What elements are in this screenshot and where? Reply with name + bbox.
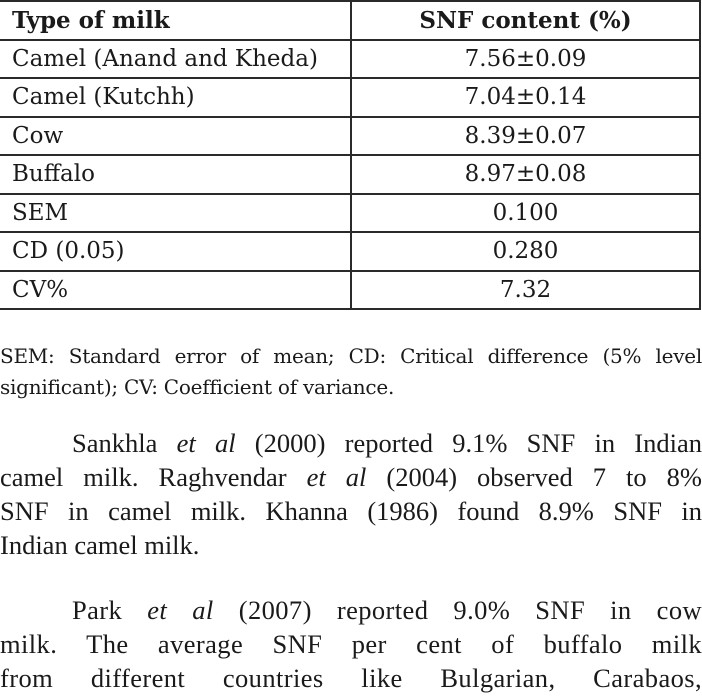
cell-milk-type: Camel (Kutchh) (0, 78, 351, 117)
header-type-of-milk: Type of milk (0, 1, 351, 40)
cell-snf-value: 0.100 (351, 194, 700, 233)
table-row (0, 155, 700, 194)
paragraph-camel-milk (0, 426, 702, 562)
header-snf-content: SNF content (%) (351, 1, 700, 40)
cell-milk-type: SEM (0, 194, 351, 233)
snf-table (0, 0, 701, 310)
paragraph-cow-buffalo-milk (0, 593, 702, 695)
cell-snf-value: 8.39±0.07 (351, 117, 700, 156)
table-row (0, 117, 700, 156)
cell-milk-type: Cow (0, 117, 351, 156)
cell-snf-value: 0.280 (351, 232, 700, 271)
text-run: Park (72, 595, 148, 625)
table-footnote: SEM: Standard error of mean; CD: Critical difference (5% level significant); CV: Coefficient of variance. (0, 344, 702, 399)
cell-milk-type: Buffalo (0, 155, 351, 194)
paragraph-line: SNF in camel milk. Khanna (1986) found 8.9% SNF in (0, 496, 702, 526)
table-header-row (0, 1, 700, 40)
text-run: camel milk. Raghvendar (0, 462, 307, 492)
paragraph-line (0, 460, 702, 494)
text-run: Sankhla (72, 428, 177, 458)
cell-snf-value: 8.97±0.08 (351, 155, 700, 194)
text-run: (2004) observed 7 to 8% (366, 462, 702, 492)
text-run: (2007) reported 9.0% SNF in cow (213, 595, 702, 625)
cell-snf-value: 7.56±0.09 (351, 40, 700, 79)
paragraph-line (0, 593, 702, 627)
cell-milk-type: CD (0.05) (0, 232, 351, 271)
cell-milk-type: Camel (Anand and Kheda) (0, 40, 351, 79)
cell-snf-value: 7.04±0.14 (351, 78, 700, 117)
text-run-italic: et al (306, 462, 367, 492)
paragraph-line (0, 426, 702, 460)
text-run-italic: et al (176, 428, 236, 458)
table-row (0, 232, 700, 271)
text-run: (2000) reported 9.1% SNF in Indian (235, 428, 702, 458)
table-row (0, 194, 700, 233)
paragraph-line: milk. The average SNF per cent of buffalo milk (0, 629, 702, 659)
paragraph-line: from different countries like Bulgarian, Carabaos, (0, 663, 702, 693)
table-row (0, 271, 700, 310)
paragraph-line: Indian camel milk. (0, 530, 200, 560)
cell-snf-value: 7.32 (351, 271, 700, 310)
cell-milk-type: CV% (0, 271, 351, 310)
table-row (0, 40, 700, 79)
text-run-italic: et al (147, 595, 214, 625)
table-row (0, 78, 700, 117)
